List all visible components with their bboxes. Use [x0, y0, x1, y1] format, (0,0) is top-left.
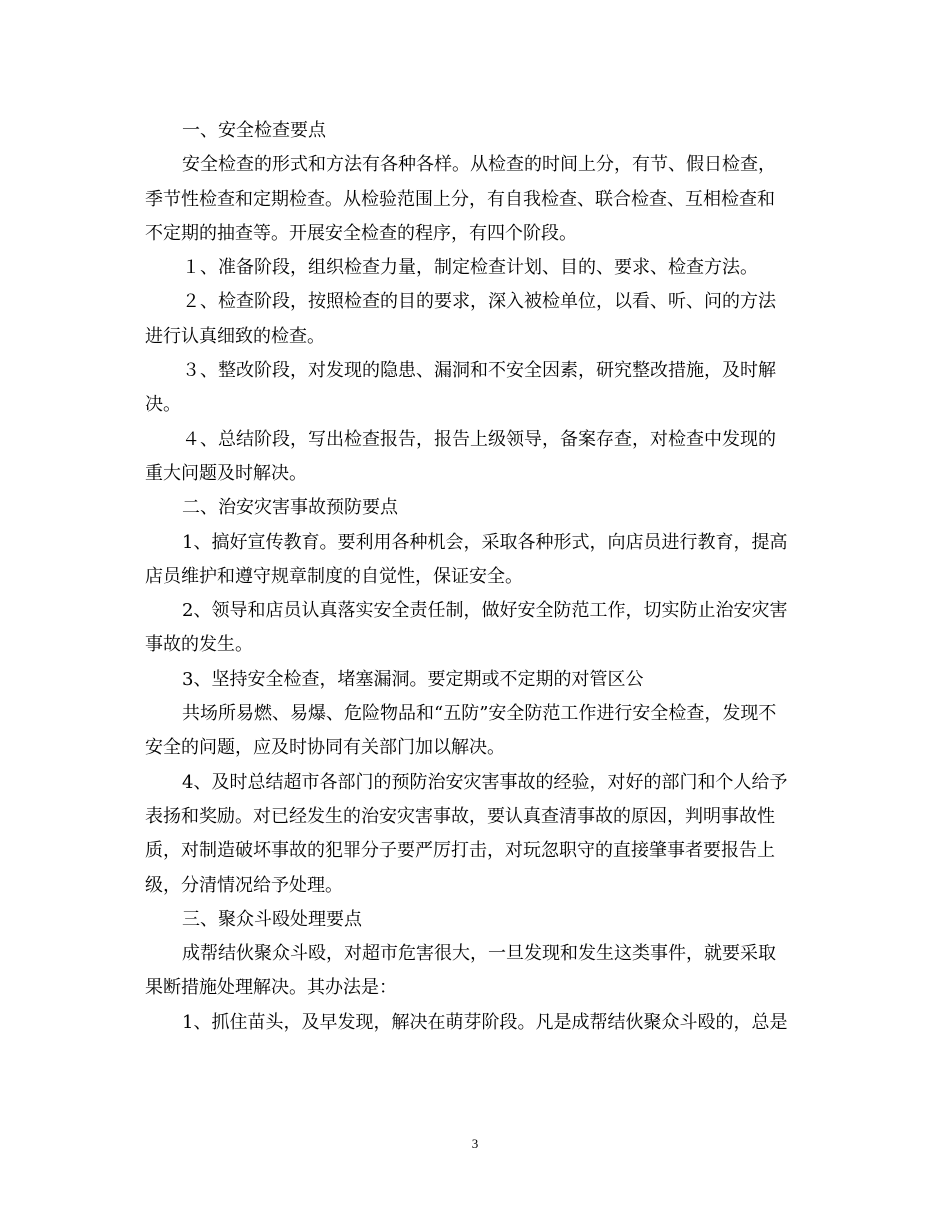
text-line: ４、总结阶段，写出检查报告，报告上级领导，备案存查，对检查中发现的 [182, 428, 776, 450]
text-line: 季节性检查和定期检查。从检验范围上分，有自我检查、联合检查、互相检查和 [145, 188, 775, 210]
text-line: 果断措施处理解决。其办法是： [145, 977, 397, 999]
text-line: １、准备阶段，组织检查力量，制定检查计划、目的、要求、检查方法。 [182, 257, 758, 279]
document-body [145, 114, 810, 1040]
text-line: 级，分清情况给予处理。 [145, 874, 343, 896]
text-line: 安全检查的形式和方法有各种各样。从检查的时间上分，有节、假日检查， [182, 154, 776, 176]
text-line: 事故的发生。 [145, 634, 253, 656]
text-line: 共场所易燃、易爆、危险物品和“五防”安全防范工作进行安全检查，发现不 [182, 703, 777, 725]
text-line: 店员维护和遵守规章制度的自觉性，保证安全。 [145, 565, 523, 587]
page-number: 3 [471, 1136, 479, 1151]
text-line: 1、抓住苗头，及早发现，解决在萌芽阶段。凡是成帮结伙聚众斗殴的，总是 [182, 1011, 788, 1033]
text-line: 重大问题及时解决。 [145, 462, 307, 484]
text-line: 一、安全检查要点 [182, 120, 326, 141]
text-line: 二、治安灾害事故预防要点 [182, 497, 398, 519]
text-line: ２、检查阶段，按照检查的目的要求，深入被检单位，以看、听、问的方法 [182, 291, 776, 313]
text-line: 3、坚持安全检查，堵塞漏洞。要定期或不定期的对管区公 [182, 668, 644, 690]
text-line: 1、搞好宣传教育。要利用各种机会，采取各种形式，向店员进行教育，提高 [182, 531, 788, 553]
text-line: ３、整改阶段，对发现的隐患、漏洞和不安全因素，研究整改措施，及时解 [182, 360, 776, 382]
text-line: 三、聚众斗殴处理要点 [182, 908, 362, 930]
text-line: 表扬和奖励。对已经发生的治安灾害事故，要认真查清事故的原因，判明事故性 [145, 805, 775, 827]
text-line: 成帮结伙聚众斗殴，对超市危害很大，一旦发现和发生这类事件，就要采取 [182, 943, 776, 965]
text-line: 质，对制造破坏事故的犯罪分子要严厉打击，对玩忽职守的直接肇事者要报告上 [145, 840, 775, 862]
text-line: 不定期的抽查等。开展安全检查的程序，有四个阶段。 [145, 222, 577, 244]
text-line: 2、领导和店员认真落实安全责任制，做好安全防范工作，切实防止治安灾害 [182, 600, 788, 622]
text-line: 进行认真细致的检查。 [145, 325, 325, 347]
text-line: 安全的问题，应及时协同有关部门加以解决。 [145, 737, 505, 759]
text-line: 决。 [145, 394, 181, 416]
text-line: 4、及时总结超市各部门的预防治安灾害事故的经验，对好的部门和个人给予 [182, 771, 788, 793]
